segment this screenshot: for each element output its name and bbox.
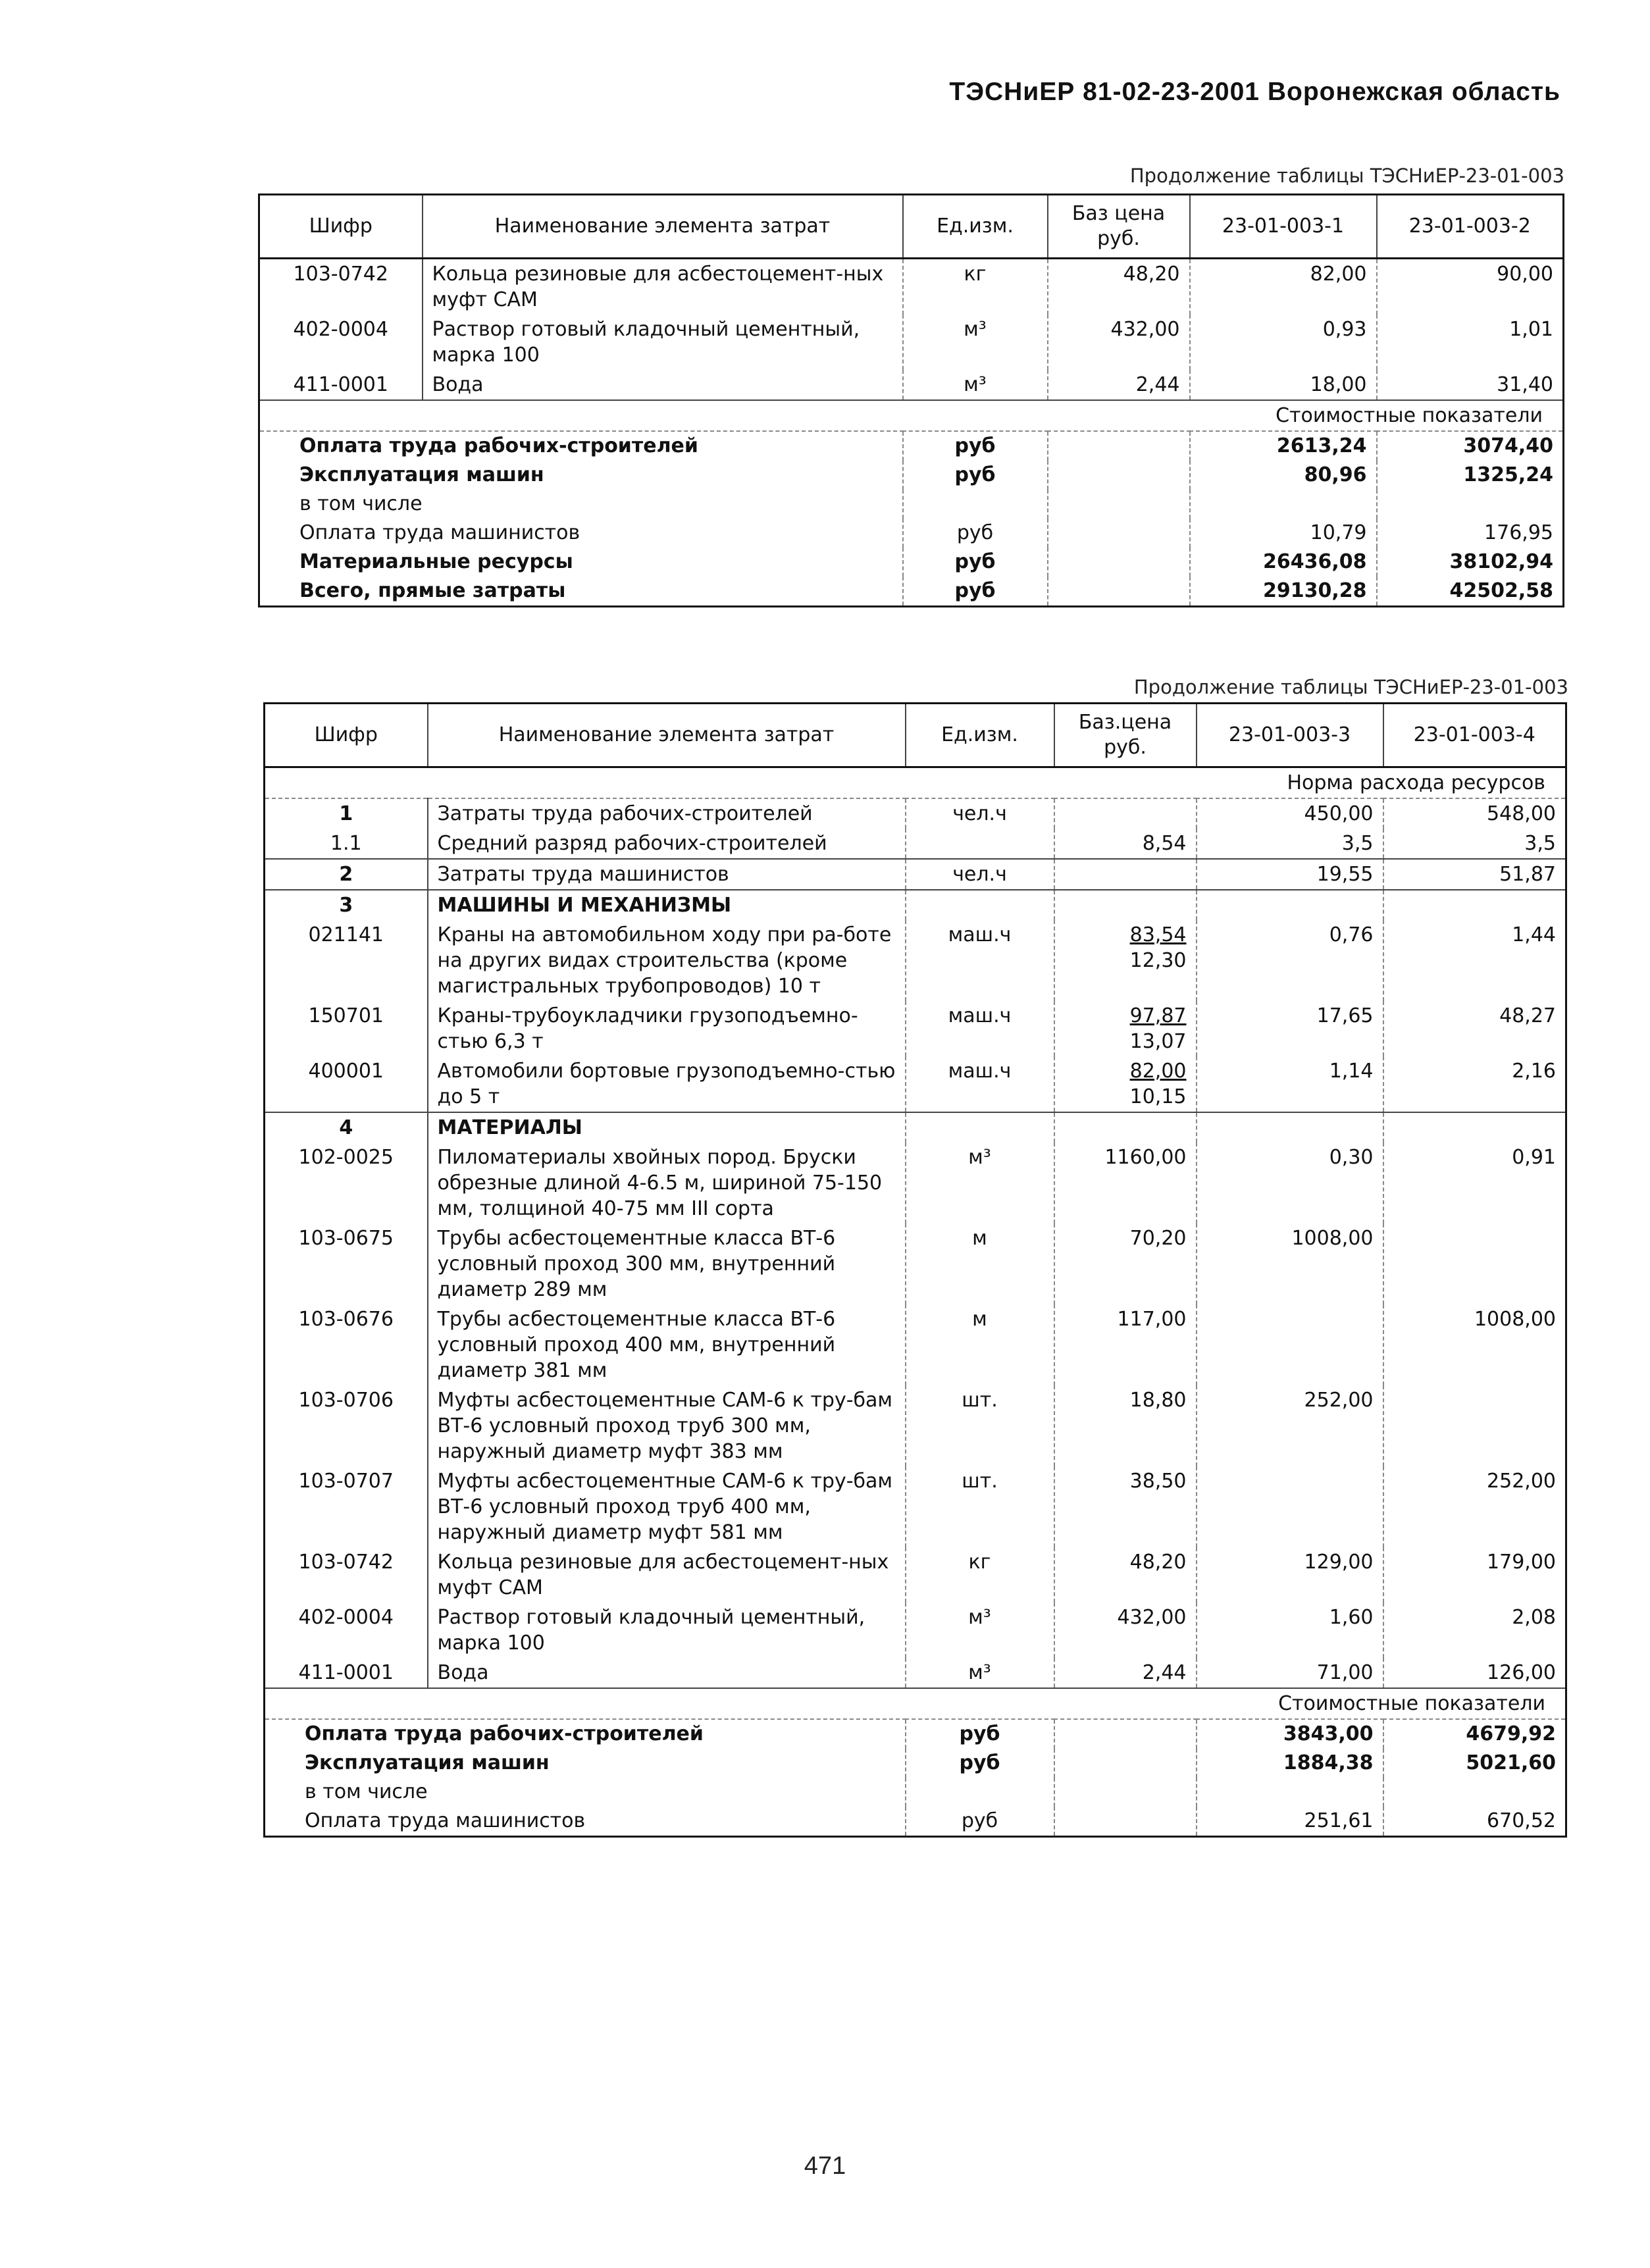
row-price: [1054, 1658, 1197, 1688]
summary-empty: [1054, 1807, 1197, 1837]
column-header: 23-01-003-1: [1190, 195, 1377, 259]
summary-empty: [1054, 1719, 1197, 1749]
column-header: Баз.цена руб.: [1054, 704, 1197, 767]
summary-unit: руб: [903, 519, 1048, 548]
row-unit: чел.ч: [906, 798, 1054, 829]
row-value-2: [1383, 1385, 1566, 1466]
table2-caption: Продолжение таблицы ТЭСНиЕР-23-01-003: [1133, 676, 1568, 698]
row-name: Муфты асбестоцементные САМ-6 к тру-бам ВТ-6 условный проход труб 300 мм, наружный диаметр муфт 383 мм: [428, 1385, 906, 1466]
price-value: 70,20: [1129, 1227, 1187, 1250]
row-value-2: [1383, 1112, 1566, 1143]
summary-label: Материальные ресурсы: [299, 550, 573, 573]
price-value: 48,20: [1129, 1551, 1187, 1574]
row-value-2: 252,00: [1383, 1466, 1566, 1547]
row-code: 103-0675: [298, 1227, 394, 1250]
summary-value-1: 10,79: [1190, 519, 1377, 548]
price-value: 83,54: [1129, 923, 1187, 946]
summary-row: [259, 461, 1564, 490]
row-name: Затраты труда машинистов: [428, 859, 906, 890]
summary-row: [259, 548, 1564, 577]
summary-empty: [1054, 1749, 1197, 1778]
column-header: 23-01-003-3: [1197, 704, 1383, 767]
row-value-1: 82,00: [1190, 259, 1377, 315]
summary-row: [265, 1749, 1566, 1778]
row-unit: м: [906, 1304, 1054, 1385]
column-header: Ед.изм.: [906, 704, 1054, 767]
row-value-1: 0,76: [1197, 920, 1383, 1001]
operator-price-value: 12,30: [1129, 949, 1187, 972]
row-unit: м³: [906, 1658, 1054, 1688]
summary-empty: [1048, 490, 1190, 519]
summary-label: Оплата труда машинистов: [305, 1809, 586, 1832]
row-price: [1054, 1547, 1197, 1603]
row-value-1: 18,00: [1190, 370, 1377, 400]
row-unit: [906, 829, 1054, 859]
row-value-1: [1197, 890, 1383, 920]
row-value-2: 179,00: [1383, 1547, 1566, 1603]
row-value-1: 71,00: [1197, 1658, 1383, 1688]
table2: [263, 702, 1567, 1838]
summary-value-1: 3843,00: [1197, 1719, 1383, 1749]
summary-value-2: 42502,58: [1377, 577, 1564, 607]
row-value-2: 48,27: [1383, 1001, 1566, 1056]
row-name: Вода: [428, 1658, 906, 1688]
table-row: [265, 1001, 1566, 1056]
summary-empty: [1048, 431, 1190, 461]
price-value: 97,87: [1129, 1004, 1187, 1027]
price-value: 117,00: [1117, 1308, 1187, 1331]
summary-unit: руб: [903, 548, 1048, 577]
summary-empty: [1048, 519, 1190, 548]
summary-value-1: 80,96: [1190, 461, 1377, 490]
column-header: 23-01-003-4: [1413, 723, 1535, 746]
summary-label: Оплата труда рабочих-строителей: [305, 1722, 704, 1745]
row-name: Пиломатериалы хвойных пород. Бруски обрезные длиной 4-6.5 м, шириной 75-150 мм, толщиной 40-75 мм III сорта: [428, 1143, 906, 1224]
row-code: 103-0676: [298, 1308, 394, 1331]
row-value-1: 1,60: [1197, 1603, 1383, 1658]
norm-label: Норма расхода ресурсов: [265, 767, 1566, 799]
summary-row: [259, 577, 1564, 607]
column-header: Ед.изм.: [903, 195, 1048, 259]
row-unit: кг: [906, 1547, 1054, 1603]
row-price: [1054, 1001, 1197, 1056]
row-value-1: [1197, 1304, 1383, 1385]
summary-label: в том числе: [305, 1780, 428, 1803]
summary-value-2: 176,95: [1377, 519, 1564, 548]
section-label-row: [259, 400, 1564, 431]
price-value: 18,80: [1129, 1389, 1187, 1412]
summary-row: [265, 1807, 1566, 1837]
row-value-1: 1008,00: [1197, 1224, 1383, 1304]
row-unit: [906, 890, 1054, 920]
row-price: [1054, 1603, 1197, 1658]
row-value-2: 548,00: [1383, 798, 1566, 829]
row-name: Трубы асбестоцементные класса ВТ-6 условный проход 300 мм, внутренний диаметр 289 мм: [428, 1224, 906, 1304]
operator-price-value: 10,15: [1129, 1085, 1187, 1108]
table-row: [265, 1056, 1566, 1112]
row-name: Краны-трубоукладчики грузоподъемно-стью 6,3 т: [428, 1001, 906, 1056]
summary-label: Эксплуатация машин: [299, 463, 544, 486]
summary-unit: руб: [906, 1749, 1054, 1778]
summary-value-1: 26436,08: [1190, 548, 1377, 577]
row-price: [1054, 829, 1197, 859]
row-value-2: 126,00: [1383, 1658, 1566, 1688]
summary-label: Оплата труда машинистов: [299, 521, 580, 544]
row-price: [1054, 798, 1197, 829]
summary-unit: [906, 1778, 1054, 1807]
row-name: Трубы асбестоцементные класса ВТ-6 условный проход 400 мм, внутренний диаметр 381 мм: [428, 1304, 906, 1385]
row-code: 1.1: [330, 832, 362, 855]
summary-value-2: 3074,40: [1377, 431, 1564, 461]
row-unit: м³: [906, 1603, 1054, 1658]
row-price: [1054, 1385, 1197, 1466]
row-code: 1: [339, 802, 353, 825]
summary-value-1: 29130,28: [1190, 577, 1377, 607]
table-row: [265, 1224, 1566, 1304]
row-value-2: 31,40: [1377, 370, 1564, 400]
summary-value-1: [1190, 490, 1377, 519]
table-header-row: [259, 195, 1564, 259]
row-value-1: 1,14: [1197, 1056, 1383, 1112]
row-value-1: [1197, 1112, 1383, 1143]
table1: [258, 193, 1564, 607]
section-label: Стоимостные показатели: [259, 400, 1564, 431]
row-price: [1054, 1224, 1197, 1304]
operator-price-value: 13,07: [1129, 1030, 1187, 1053]
column-header: Наименование элемента затрат: [423, 195, 903, 259]
row-code: 2: [265, 859, 428, 890]
row-unit: м³: [903, 315, 1048, 370]
row-value-2: 51,87: [1383, 859, 1566, 890]
summary-row: [265, 1778, 1566, 1807]
price-value: 432,00: [1117, 1606, 1187, 1629]
row-unit: м³: [903, 370, 1048, 400]
summary-unit: руб: [906, 1807, 1054, 1837]
row-value-1: 450,00: [1197, 798, 1383, 829]
row-value-1: 3,5: [1197, 829, 1383, 859]
summary-value-2: [1377, 490, 1564, 519]
summary-value-2: 38102,94: [1377, 548, 1564, 577]
row-value-2: 0,91: [1383, 1143, 1566, 1224]
summary-value-2: [1383, 1778, 1566, 1807]
summary-label: Всего, прямые затраты: [299, 579, 566, 602]
column-header: Баз цена руб.: [1048, 195, 1190, 259]
row-code: 150701: [308, 1004, 384, 1027]
price-value: 2,44: [1135, 373, 1180, 396]
row-value-2: [1383, 890, 1566, 920]
row-code: 411-0001: [293, 373, 388, 396]
summary-unit: руб: [903, 431, 1048, 461]
column-header: 23-01-003-2: [1408, 215, 1531, 238]
norm-label-row: [265, 767, 1566, 799]
table-row: [265, 829, 1566, 859]
row-price: [1048, 315, 1190, 370]
table-header-row: [265, 704, 1566, 767]
table-row: [265, 859, 1566, 890]
summary-unit: [903, 490, 1048, 519]
summary-value-1: 251,61: [1197, 1807, 1383, 1837]
price-value: 432,00: [1110, 318, 1180, 341]
row-code: 103-0742: [298, 1551, 394, 1574]
summary-row: [259, 519, 1564, 548]
row-value-1: 252,00: [1197, 1385, 1383, 1466]
summary-empty: [1048, 548, 1190, 577]
row-name: Средний разряд рабочих-строителей: [428, 829, 906, 859]
page-number: 471: [804, 2152, 846, 2180]
row-price: [1054, 1112, 1197, 1143]
table-row: [265, 1466, 1566, 1547]
page-header: ТЭСНиЕР 81-02-23-2001 Воронежская область: [949, 78, 1560, 106]
row-name: Вода: [423, 370, 903, 400]
row-unit: маш.ч: [906, 1001, 1054, 1056]
row-name: Муфты асбестоцементные САМ-6 к тру-бам ВТ-6 условный проход труб 400 мм, наружный диаметр муфт 581 мм: [428, 1466, 906, 1547]
summary-value-2: 670,52: [1383, 1807, 1566, 1837]
row-value-2: 1008,00: [1383, 1304, 1566, 1385]
price-value: 2,44: [1142, 1661, 1187, 1684]
table-row: [259, 315, 1564, 370]
row-name: МАТЕРИАЛЫ: [428, 1112, 906, 1143]
row-unit: шт.: [906, 1466, 1054, 1547]
summary-value-2: 5021,60: [1383, 1749, 1566, 1778]
table-row: [259, 370, 1564, 400]
row-price: [1054, 1466, 1197, 1547]
row-unit: [906, 1112, 1054, 1143]
section-label-row: [265, 1688, 1566, 1719]
row-value-1: 19,55: [1197, 859, 1383, 890]
section-label: Стоимостные показатели: [265, 1688, 1566, 1719]
price-value: 48,20: [1123, 263, 1180, 286]
row-name: Краны на автомобильном ходу при ра-боте на других видах строительства (кроме магистральных трубопроводов) 10 т: [428, 920, 906, 1001]
table-row: [265, 798, 1566, 829]
row-value-2: 2,08: [1383, 1603, 1566, 1658]
table-row: [265, 890, 1566, 920]
summary-row: [259, 431, 1564, 461]
row-value-2: 90,00: [1377, 259, 1564, 315]
row-value-1: 0,30: [1197, 1143, 1383, 1224]
row-price: [1048, 259, 1190, 315]
row-unit: маш.ч: [906, 920, 1054, 1001]
summary-label: в том числе: [299, 492, 423, 515]
price-value: 8,54: [1142, 832, 1187, 855]
column-header: Шифр: [259, 195, 423, 259]
summary-value-1: 2613,24: [1190, 431, 1377, 461]
row-code: 103-0706: [298, 1389, 394, 1412]
row-name: Раствор готовый кладочный цементный, марка 100: [423, 315, 903, 370]
summary-unit: руб: [903, 461, 1048, 490]
row-price: [1054, 920, 1197, 1001]
summary-row: [259, 490, 1564, 519]
table-row: [265, 1385, 1566, 1466]
row-code: 4: [265, 1112, 428, 1143]
row-value-1: 17,65: [1197, 1001, 1383, 1056]
table-row: [259, 259, 1564, 315]
summary-value-2: 4679,92: [1383, 1719, 1566, 1749]
summary-value-1: 1884,38: [1197, 1749, 1383, 1778]
summary-empty: [1048, 577, 1190, 607]
row-name: Кольца резиновые для асбестоцемент-ных муфт САМ: [423, 259, 903, 315]
row-value-1: 129,00: [1197, 1547, 1383, 1603]
table-row: [265, 1143, 1566, 1224]
row-code: 103-0707: [298, 1470, 394, 1493]
row-unit: маш.ч: [906, 1056, 1054, 1112]
row-code: 103-0742: [293, 263, 388, 286]
row-value-1: [1197, 1466, 1383, 1547]
row-unit: м: [906, 1224, 1054, 1304]
table-row: [265, 1547, 1566, 1603]
price-value: 1160,00: [1104, 1146, 1187, 1169]
row-price: [1054, 890, 1197, 920]
row-name: Затраты труда рабочих-строителей: [428, 798, 906, 829]
row-price: [1054, 859, 1197, 890]
row-unit: шт.: [906, 1385, 1054, 1466]
summary-empty: [1048, 461, 1190, 490]
row-value-2: [1383, 1224, 1566, 1304]
summary-value-2: 1325,24: [1377, 461, 1564, 490]
row-code: 021141: [308, 923, 384, 946]
summary-label: Оплата труда рабочих-строителей: [299, 434, 698, 457]
row-value-2: 1,44: [1383, 920, 1566, 1001]
row-name: МАШИНЫ И МЕХАНИЗМЫ: [428, 890, 906, 920]
row-code: 102-0025: [298, 1146, 394, 1169]
row-unit: чел.ч: [906, 859, 1054, 890]
row-unit: м³: [906, 1143, 1054, 1224]
row-code: 402-0004: [293, 318, 388, 341]
row-value-2: 3,5: [1383, 829, 1566, 859]
row-unit: кг: [903, 259, 1048, 315]
row-name: Кольца резиновые для асбестоцемент-ных муфт САМ: [428, 1547, 906, 1603]
table-row: [265, 1112, 1566, 1143]
row-price: [1054, 1143, 1197, 1224]
column-header: Наименование элемента затрат: [428, 704, 906, 767]
table-row: [265, 1658, 1566, 1688]
row-value-2: 1,01: [1377, 315, 1564, 370]
row-code: 3: [265, 890, 428, 920]
row-code: 400001: [308, 1060, 384, 1083]
table-row: [265, 920, 1566, 1001]
row-name: Автомобили бортовые грузоподъемно-стью до 5 т: [428, 1056, 906, 1112]
row-name: Раствор готовый кладочный цементный, марка 100: [428, 1603, 906, 1658]
summary-unit: руб: [903, 577, 1048, 607]
price-value: 82,00: [1129, 1060, 1187, 1083]
summary-label: Эксплуатация машин: [305, 1751, 550, 1774]
row-price: [1054, 1056, 1197, 1112]
row-value-2: 2,16: [1383, 1056, 1566, 1112]
row-code: 411-0001: [298, 1661, 394, 1684]
row-code: 402-0004: [298, 1606, 394, 1629]
table-row: [265, 1304, 1566, 1385]
price-value: 38,50: [1129, 1470, 1187, 1493]
summary-unit: руб: [906, 1719, 1054, 1749]
row-value-1: 0,93: [1190, 315, 1377, 370]
row-price: [1048, 370, 1190, 400]
row-price: [1054, 1304, 1197, 1385]
summary-row: [265, 1719, 1566, 1749]
summary-empty: [1054, 1778, 1197, 1807]
table-row: [265, 1603, 1566, 1658]
summary-value-1: [1197, 1778, 1383, 1807]
table1-caption: Продолжение таблицы ТЭСНиЕР-23-01-003: [1129, 165, 1564, 187]
column-header: Шифр: [265, 704, 428, 767]
